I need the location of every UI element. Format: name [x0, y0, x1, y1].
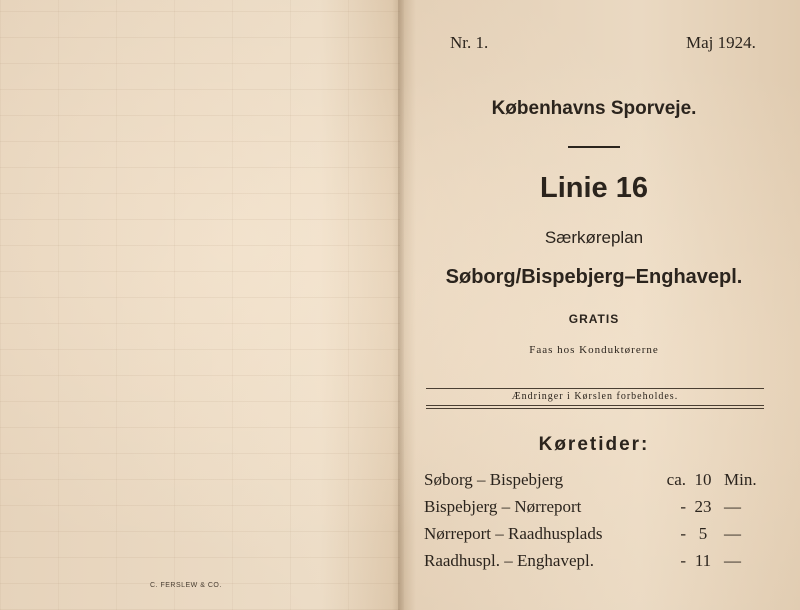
segment-unit: — [724, 497, 741, 516]
segment-prefix: ca. [666, 470, 686, 489]
timetable-heading: Køretider: [538, 434, 650, 455]
segment-unit: — [724, 551, 741, 570]
title-divider [568, 146, 620, 148]
issue-date: Maj 1924. [686, 33, 756, 52]
segment-name: Bispebjerg – Nørreport [424, 497, 582, 516]
segment-minutes: 23 [694, 497, 712, 516]
line-title: Linie 16 [540, 172, 648, 204]
timetable-row [424, 551, 774, 578]
segment-name: Nørreport – Raadhusplads [424, 524, 603, 543]
segment-prefix: - [680, 497, 686, 516]
printer-mark: C. FERSLEW & CO. [150, 582, 222, 589]
segment-unit: — [724, 524, 741, 543]
right-page [404, 0, 800, 610]
gratis-label: GRATIS [568, 312, 620, 326]
segment-minutes: 11 [694, 551, 712, 570]
segment-unit: Min. [724, 470, 757, 489]
timetable-row [424, 524, 774, 551]
timetable-row [424, 497, 774, 524]
segment-minutes: 10 [694, 470, 712, 489]
change-notice: Ændringer i Kørslen forbeholdes. [511, 391, 679, 402]
timetable-row [424, 470, 774, 497]
segment-minutes: 5 [698, 524, 708, 543]
availability-note: Faas hos Konduktørerne [529, 344, 659, 356]
segment-name: Søborg – Bispebjerg [424, 470, 564, 489]
route-title: Søborg/Bispebjerg–Enghavepl. [445, 266, 743, 288]
timetable-subtitle: Særkøreplan [544, 228, 644, 247]
segment-prefix: - [680, 551, 686, 570]
issue-number: Nr. 1. [450, 33, 489, 52]
segment-name: Raadhuspl. – Enghavepl. [424, 551, 594, 570]
timetable [424, 470, 774, 578]
organization-name: Københavns Sporveje. [491, 98, 697, 119]
notice-box [426, 388, 764, 406]
segment-prefix: - [680, 524, 686, 543]
